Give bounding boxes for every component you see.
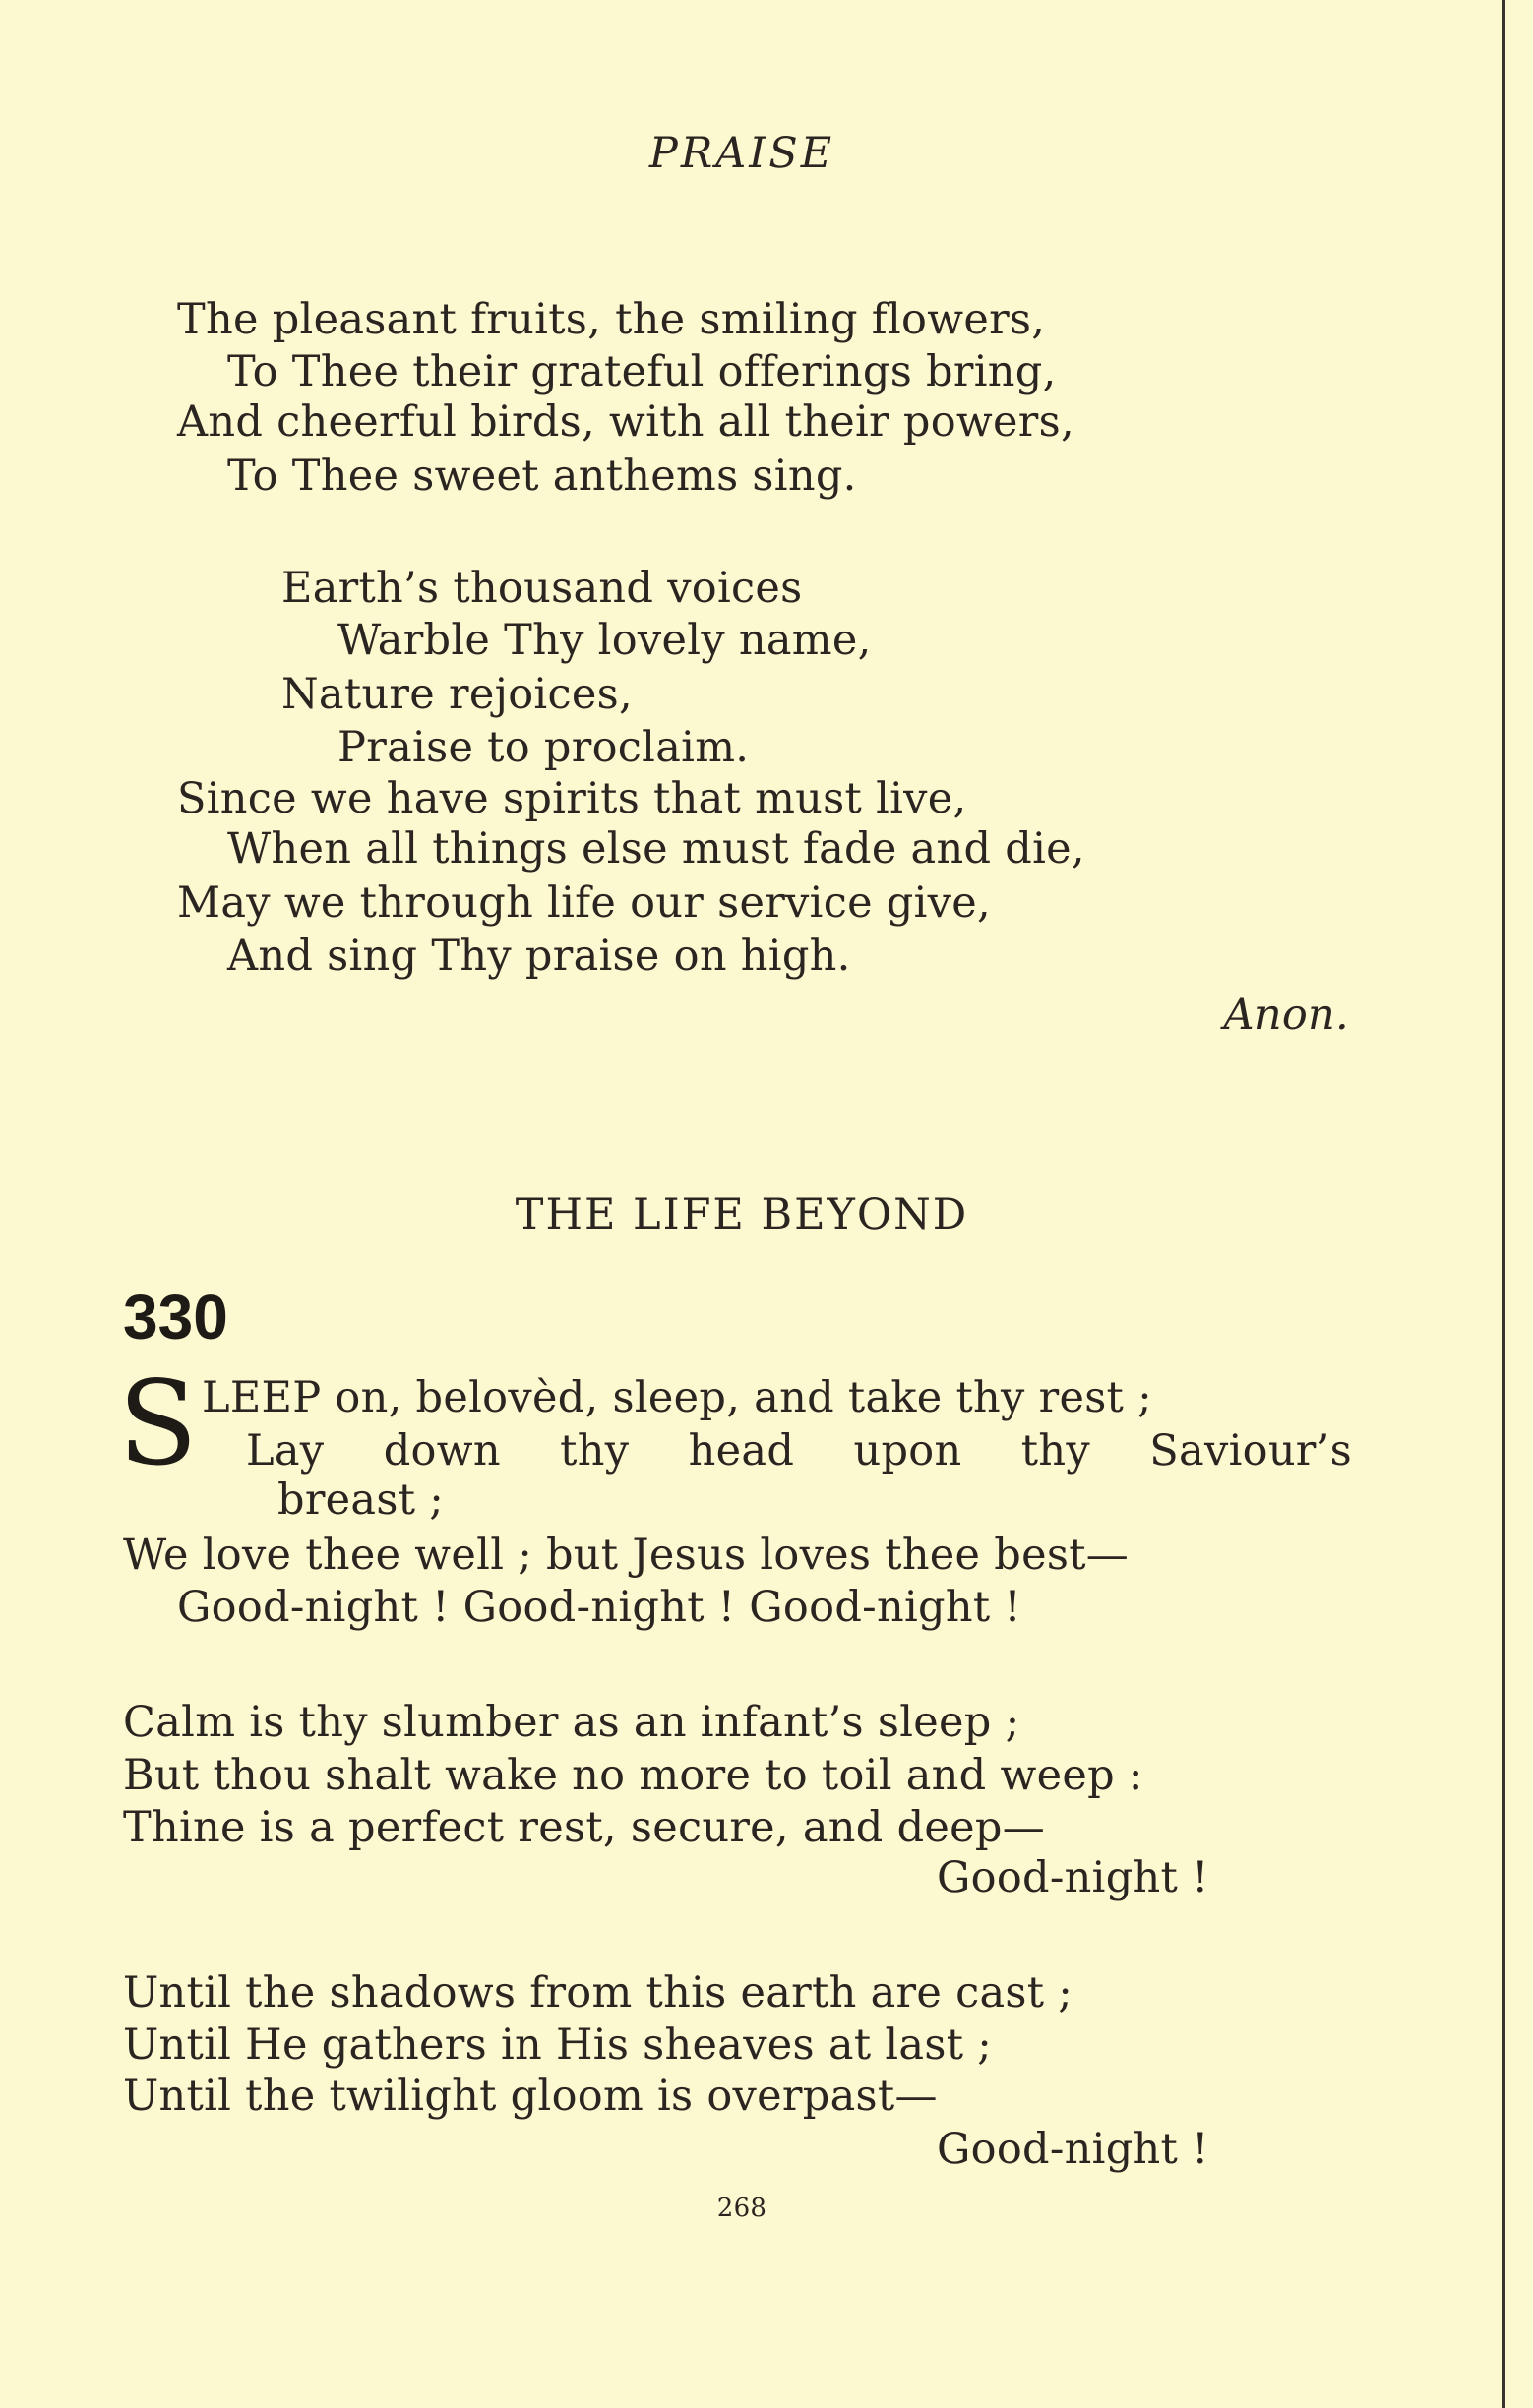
verse-line: Warble Thy lovely name, bbox=[337, 616, 872, 665]
verse-line: Nature rejoices, bbox=[281, 670, 633, 719]
verse-line: Praise to proclaim. bbox=[337, 723, 750, 772]
section-title: THE LIFE BEYOND bbox=[515, 1190, 969, 1239]
verse-line: But thou shalt wake no more to toil and weep : bbox=[123, 1751, 1143, 1800]
verse-line: Thine is a perfect rest, secure, and deep— bbox=[123, 1803, 1046, 1852]
drop-cap: S bbox=[118, 1355, 198, 1491]
verse-line: breast ; bbox=[277, 1475, 445, 1525]
verse-line: Until the twilight gloom is overpast— bbox=[123, 2072, 938, 2121]
verse-line: Good-night ! Good-night ! Good-night ! bbox=[177, 1583, 1021, 1632]
verse-line: The pleasant fruits, the smiling flowers, bbox=[177, 295, 1046, 344]
verse-line: Lay down thy head upon thy Saviour’s bbox=[246, 1426, 1352, 1475]
author-attribution: Anon. bbox=[1223, 991, 1349, 1040]
verse-line: Until the shadows from this earth are cast ; bbox=[123, 1968, 1073, 2017]
verse-line: When all things else must fade and die, bbox=[227, 824, 1085, 873]
verse-line: May we through life our service give, bbox=[177, 878, 991, 928]
running-head: PRAISE bbox=[648, 129, 835, 178]
verse-line: We love thee well ; but Jesus loves thee best— bbox=[123, 1531, 1130, 1580]
page-edge-line bbox=[1502, 0, 1505, 2408]
verse-line: To Thee sweet anthems sing. bbox=[227, 452, 857, 501]
verse-line: And cheerful birds, with all their powers, bbox=[177, 397, 1074, 447]
verse-line: Good-night ! bbox=[937, 1853, 1209, 1902]
verse-line: LEEP on, belovèd, sleep, and take thy rest ; bbox=[202, 1373, 1152, 1422]
page-number: 268 bbox=[716, 2194, 767, 2223]
verse-line: Since we have spirits that must live, bbox=[177, 774, 967, 823]
verse-line: Earth’s thousand voices bbox=[281, 564, 803, 613]
verse-line: And sing Thy praise on high. bbox=[227, 932, 851, 981]
hymn-number: 330 bbox=[123, 1282, 228, 1353]
verse-line: To Thee their grateful offerings bring, bbox=[227, 347, 1057, 396]
verse-line: Calm is thy slumber as an infant’s sleep ; bbox=[123, 1698, 1020, 1747]
verse-line: Good-night ! bbox=[937, 2125, 1209, 2174]
verse-line: Until He gathers in His sheaves at last ; bbox=[123, 2020, 993, 2070]
